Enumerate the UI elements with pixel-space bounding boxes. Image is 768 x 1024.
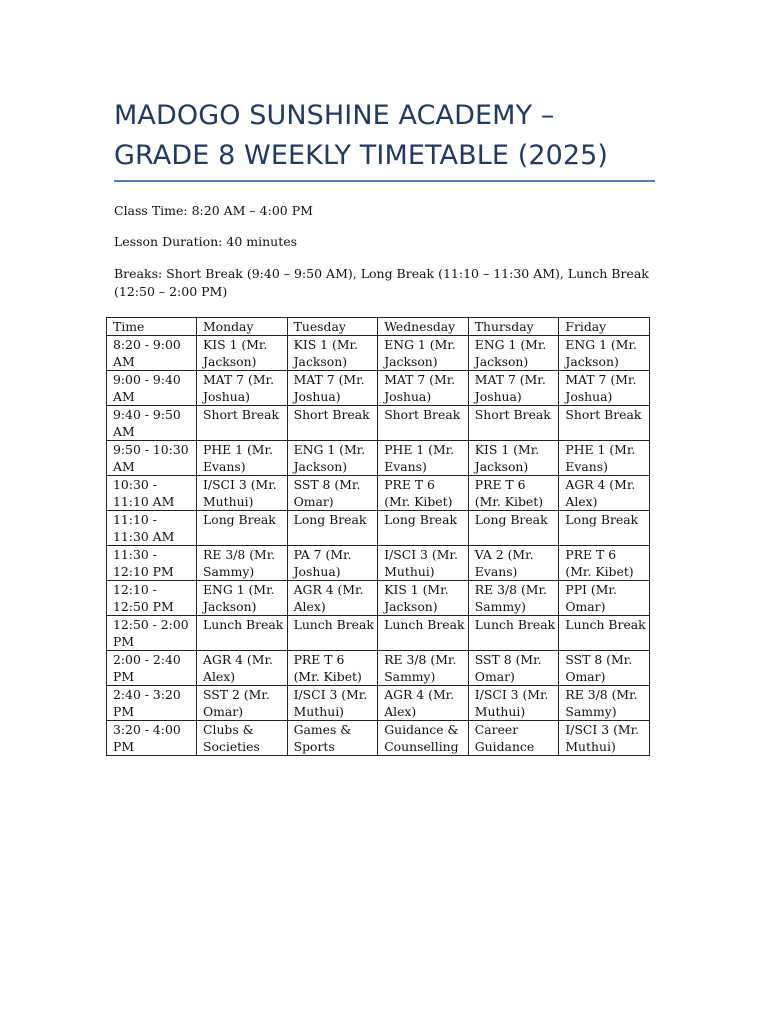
monday-cell: SST 2 (Mr. Omar) — [197, 686, 288, 721]
friday-cell: Short Break — [559, 406, 650, 441]
tuesday-cell: Games & Sports — [287, 721, 378, 756]
friday-cell: AGR 4 (Mr. Alex) — [559, 476, 650, 511]
tuesday-cell: MAT 7 (Mr. Joshua) — [287, 371, 378, 406]
wednesday-cell: Short Break — [378, 406, 469, 441]
friday-cell: PPI (Mr. Omar) — [559, 581, 650, 616]
friday-cell: PHE 1 (Mr. Evans) — [559, 441, 650, 476]
friday-cell: Lunch Break — [559, 616, 650, 651]
header-thursday: Thursday — [468, 318, 559, 336]
monday-cell: ENG 1 (Mr. Jackson) — [197, 581, 288, 616]
time-cell: 12:50 - 2:00 PM — [107, 616, 197, 651]
time-cell: 3:20 - 4:00 PM — [107, 721, 197, 756]
title-line-1: MADOGO SUNSHINE ACADEMY – — [114, 100, 555, 131]
wednesday-cell: PRE T 6 (Mr. Kibet) — [378, 476, 469, 511]
wednesday-cell: PHE 1 (Mr. Evans) — [378, 441, 469, 476]
time-cell: 9:50 - 10:30 AM — [107, 441, 197, 476]
monday-cell: PHE 1 (Mr. Evans) — [197, 441, 288, 476]
thursday-cell: VA 2 (Mr. Evans) — [468, 546, 559, 581]
table-row — [107, 616, 650, 651]
thursday-cell: KIS 1 (Mr. Jackson) — [468, 441, 559, 476]
header-friday: Friday — [559, 318, 650, 336]
wednesday-cell: I/SCI 3 (Mr. Muthui) — [378, 546, 469, 581]
wednesday-cell: AGR 4 (Mr. Alex) — [378, 686, 469, 721]
thursday-cell: Long Break — [468, 511, 559, 546]
table-row — [107, 511, 650, 546]
table-row — [107, 406, 650, 441]
page-title — [114, 96, 659, 176]
thursday-cell: RE 3/8 (Mr. Sammy) — [468, 581, 559, 616]
time-cell: 9:40 - 9:50 AM — [107, 406, 197, 441]
breaks-text: Breaks: Short Break (9:40 – 9:50 AM), Long Break (11:10 – 11:30 AM), Lunch Break (12:50 – 2:00 PM) — [114, 266, 649, 299]
tuesday-cell: SST 8 (Mr. Omar) — [287, 476, 378, 511]
thursday-cell: Career Guidance — [468, 721, 559, 756]
friday-cell: RE 3/8 (Mr. Sammy) — [559, 686, 650, 721]
timetable-header-row — [107, 318, 650, 336]
tuesday-cell: ENG 1 (Mr. Jackson) — [287, 441, 378, 476]
time-cell: 11:10 - 11:30 AM — [107, 511, 197, 546]
monday-cell: Clubs & Societies — [197, 721, 288, 756]
friday-cell: ENG 1 (Mr. Jackson) — [559, 336, 650, 371]
thursday-cell: Short Break — [468, 406, 559, 441]
table-row — [107, 686, 650, 721]
thursday-cell: MAT 7 (Mr. Joshua) — [468, 371, 559, 406]
monday-cell: Short Break — [197, 406, 288, 441]
wednesday-cell: RE 3/8 (Mr. Sammy) — [378, 651, 469, 686]
time-cell: 8:20 - 9:00 AM — [107, 336, 197, 371]
thursday-cell: SST 8 (Mr. Omar) — [468, 651, 559, 686]
timetable-body — [107, 336, 650, 756]
header-time: Time — [107, 318, 197, 336]
friday-cell: SST 8 (Mr. Omar) — [559, 651, 650, 686]
table-row — [107, 441, 650, 476]
friday-cell: MAT 7 (Mr. Joshua) — [559, 371, 650, 406]
header-tuesday: Tuesday — [287, 318, 378, 336]
tuesday-cell: Lunch Break — [287, 616, 378, 651]
monday-cell: Lunch Break — [197, 616, 288, 651]
table-row — [107, 546, 650, 581]
table-row — [107, 581, 650, 616]
time-cell: 11:30 - 12:10 PM — [107, 546, 197, 581]
thursday-cell: PRE T 6 (Mr. Kibet) — [468, 476, 559, 511]
monday-cell: MAT 7 (Mr. Joshua) — [197, 371, 288, 406]
monday-cell: Long Break — [197, 511, 288, 546]
timetable — [106, 317, 650, 756]
thursday-cell: ENG 1 (Mr. Jackson) — [468, 336, 559, 371]
monday-cell: KIS 1 (Mr. Jackson) — [197, 336, 288, 371]
wednesday-cell: MAT 7 (Mr. Joshua) — [378, 371, 469, 406]
monday-cell: AGR 4 (Mr. Alex) — [197, 651, 288, 686]
monday-cell: I/SCI 3 (Mr. Muthui) — [197, 476, 288, 511]
wednesday-cell: KIS 1 (Mr. Jackson) — [378, 581, 469, 616]
thursday-cell: I/SCI 3 (Mr. Muthui) — [468, 686, 559, 721]
wednesday-cell: ENG 1 (Mr. Jackson) — [378, 336, 469, 371]
tuesday-cell: Long Break — [287, 511, 378, 546]
table-row — [107, 336, 650, 371]
table-row — [107, 476, 650, 511]
tuesday-cell: KIS 1 (Mr. Jackson) — [287, 336, 378, 371]
wednesday-cell: Lunch Break — [378, 616, 469, 651]
time-cell: 10:30 - 11:10 AM — [107, 476, 197, 511]
lesson-duration-text: Lesson Duration: 40 minutes — [114, 234, 298, 249]
time-cell: 2:00 - 2:40 PM — [107, 651, 197, 686]
wednesday-cell: Long Break — [378, 511, 469, 546]
title-line-2: GRADE 8 WEEKLY TIMETABLE (2025) — [114, 140, 609, 171]
tuesday-cell: PA 7 (Mr. Joshua) — [287, 546, 378, 581]
header-monday: Monday — [197, 318, 288, 336]
title-underline — [114, 180, 655, 182]
table-row — [107, 371, 650, 406]
friday-cell: PRE T 6 (Mr. Kibet) — [559, 546, 650, 581]
header-wednesday: Wednesday — [378, 318, 469, 336]
thursday-cell: Lunch Break — [468, 616, 559, 651]
class-time-text: Class Time: 8:20 AM – 4:00 PM — [114, 203, 313, 218]
tuesday-cell: I/SCI 3 (Mr. Muthui) — [287, 686, 378, 721]
tuesday-cell: Short Break — [287, 406, 378, 441]
time-cell: 12:10 - 12:50 PM — [107, 581, 197, 616]
tuesday-cell: PRE T 6 (Mr. Kibet) — [287, 651, 378, 686]
time-cell: 9:00 - 9:40 AM — [107, 371, 197, 406]
friday-cell: Long Break — [559, 511, 650, 546]
table-row — [107, 651, 650, 686]
wednesday-cell: Guidance & Counselling — [378, 721, 469, 756]
time-cell: 2:40 - 3:20 PM — [107, 686, 197, 721]
monday-cell: RE 3/8 (Mr. Sammy) — [197, 546, 288, 581]
tuesday-cell: AGR 4 (Mr. Alex) — [287, 581, 378, 616]
friday-cell: I/SCI 3 (Mr. Muthui) — [559, 721, 650, 756]
table-row — [107, 721, 650, 756]
